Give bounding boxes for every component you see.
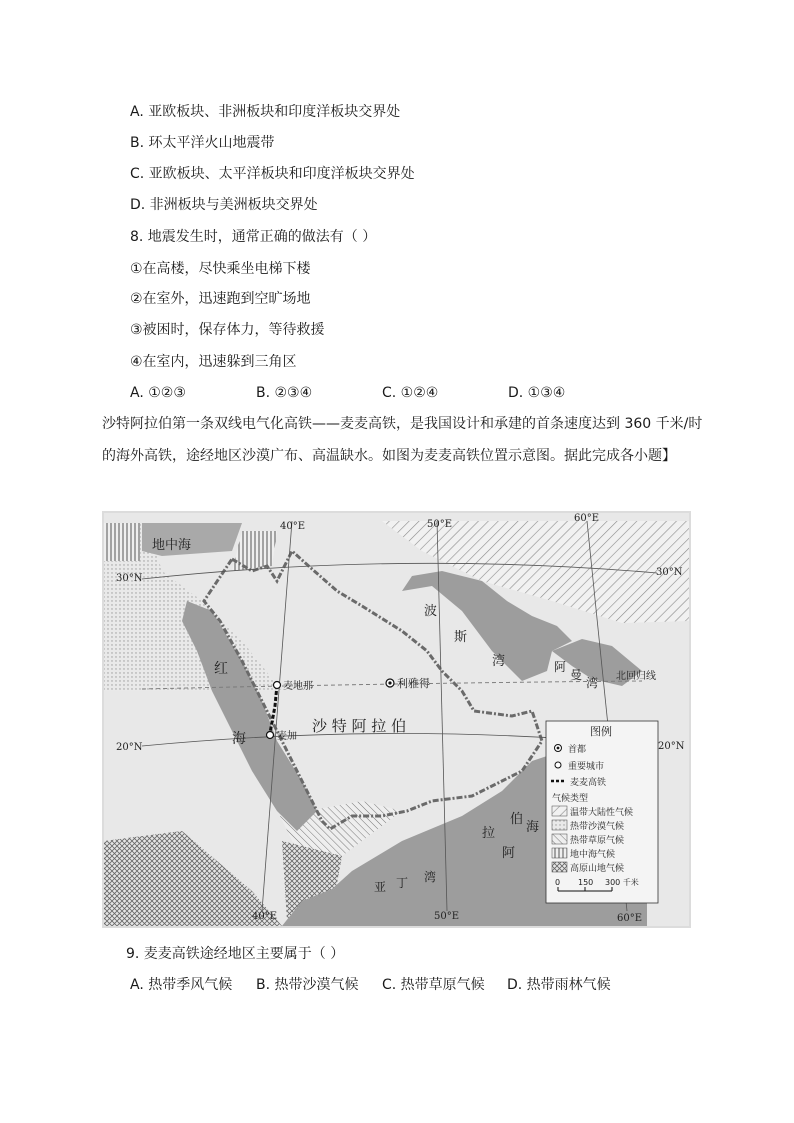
q8-choices <box>0 383 794 403</box>
label-red-sea-2: 海 <box>232 731 246 747</box>
label-persian-2: 斯 <box>454 630 468 645</box>
label-lon-50-top: 50°E <box>427 519 453 530</box>
label-arabian-sea-2: 拉 <box>482 826 496 841</box>
label-mediterranean: 地中海 <box>152 538 192 553</box>
legend-capital-label: 首都 <box>568 745 587 755</box>
label-arabian-sea-1: 阿 <box>502 846 516 861</box>
label-lat-20-left: 20°N <box>116 742 143 753</box>
label-lon-40-bottom: 40°E <box>252 911 278 922</box>
legend-scale-0: 0 <box>555 878 561 887</box>
legend-climate-desert: 热带沙漠气候 <box>570 822 625 832</box>
q8-choice-d: D. ①③④ <box>508 385 566 401</box>
q8-item-3: ③被困时，保存体力，等待救援 <box>130 322 325 338</box>
railway-location-map <box>102 511 691 928</box>
label-aden-2: 丁 <box>396 876 409 890</box>
label-lon-60-top: 60°E <box>574 513 600 524</box>
q9-choice-c: C. 热带草原气候 <box>382 977 485 993</box>
q8-choice-a: A. ①②③ <box>130 385 186 401</box>
label-aden-1: 亚 <box>374 880 387 894</box>
legend-climate-highland: 高原山地气候 <box>570 864 625 874</box>
label-lon-50-bottom: 50°E <box>434 911 460 922</box>
q8-item-1: ①在高楼，尽快乘坐电梯下楼 <box>130 261 311 277</box>
label-medina: 麦地那 <box>283 681 313 692</box>
q9-choices <box>0 975 794 995</box>
legend-climate-title: 气候类型 <box>552 794 589 804</box>
legend-climate-temperate: 温带大陆性气候 <box>570 808 634 818</box>
q9-stem: 9. 麦麦高铁途经地区主要属于（ ） <box>126 946 345 962</box>
label-arabian-sea-4: 海 <box>526 820 540 835</box>
q7-option-d: D. 非洲板块与美洲板块交界处 <box>130 197 318 213</box>
label-oman-3: 湾 <box>586 676 599 690</box>
label-oman-1: 阿 <box>554 660 567 674</box>
q8-item-2: ②在室外，迅速跑到空旷场地 <box>130 291 311 307</box>
label-riyadh: 利雅得 <box>397 677 430 690</box>
label-lat-20-right: 20°N <box>658 741 685 752</box>
map-legend <box>546 721 658 903</box>
q7-option-c: C. 亚欧板块、太平洋板块和印度洋板块交界处 <box>130 166 415 182</box>
label-aden-3: 湾 <box>424 870 437 884</box>
legend-city-label: 重要城市 <box>568 762 605 772</box>
label-persian-3: 湾 <box>492 654 506 669</box>
label-lon-60-bottom: 60°E <box>617 913 643 924</box>
q7-option-a: A. 亚欧板块、非洲板块和印度洋板块交界处 <box>130 104 401 120</box>
zone-mediterranean <box>104 523 140 561</box>
label-lon-40-top: 40°E <box>280 521 306 532</box>
label-oman-2: 曼 <box>570 668 583 682</box>
legend-city-icon <box>555 762 561 768</box>
legend-swatch-highland <box>552 862 567 872</box>
q8-item-4: ④在室内，迅速躲到三角区 <box>130 354 297 370</box>
label-arabian-sea-3: 伯 <box>510 812 524 827</box>
legend-climate-mediterranean: 地中海气候 <box>570 850 616 860</box>
legend-climate-savanna: 热带草原气候 <box>570 836 625 846</box>
legend-scale-300: 300 千米 <box>605 878 639 887</box>
label-red-sea-1: 红 <box>214 661 228 677</box>
passage-line-1: 沙特阿拉伯第一条双线电气化高铁——麦麦高铁，是我国设计和承建的首条速度达到 360 千米/时 <box>102 416 703 432</box>
legend-swatch-savanna <box>552 834 567 844</box>
q8-choice-b: B. ②③④ <box>256 385 313 401</box>
q9-choice-d: D. 热带雨林气候 <box>507 977 611 993</box>
q9-choice-a: A. 热带季风气候 <box>130 977 233 993</box>
riyadh-dot <box>388 681 391 684</box>
mecca-marker <box>267 732 274 739</box>
medina-marker <box>274 682 281 689</box>
q8-choice-c: C. ①②④ <box>382 385 439 401</box>
q7-option-b: B. 环太平洋火山地震带 <box>130 135 275 151</box>
legend-scale-150: 150 <box>578 878 594 887</box>
legend-railway-label: 麦麦高铁 <box>570 778 607 788</box>
legend-title: 图例 <box>590 725 612 738</box>
label-persian-1: 波 <box>424 604 438 619</box>
passage-line-2: 的海外高铁，途经地区沙漠广布、高温缺水。如图为麦麦高铁位置示意图。据此完成各小题】 <box>102 448 676 464</box>
legend-swatch-temperate <box>552 806 567 816</box>
label-lat-30-left: 30°N <box>116 573 143 584</box>
label-saudi-arabia: 沙 特 阿 拉 伯 <box>312 717 407 735</box>
q9-choice-b: B. 热带沙漠气候 <box>256 977 359 993</box>
label-tropic-of-cancer: 北回归线 <box>616 671 656 682</box>
q8-stem: 8. 地震发生时，通常正确的做法有（ ） <box>130 229 377 245</box>
label-lat-30-right: 30°N <box>656 567 683 578</box>
legend-swatch-desert <box>552 820 567 830</box>
legend-swatch-mediterranean <box>552 848 567 858</box>
label-mecca: 麦加 <box>277 731 297 742</box>
legend-capital-dot <box>557 747 560 750</box>
